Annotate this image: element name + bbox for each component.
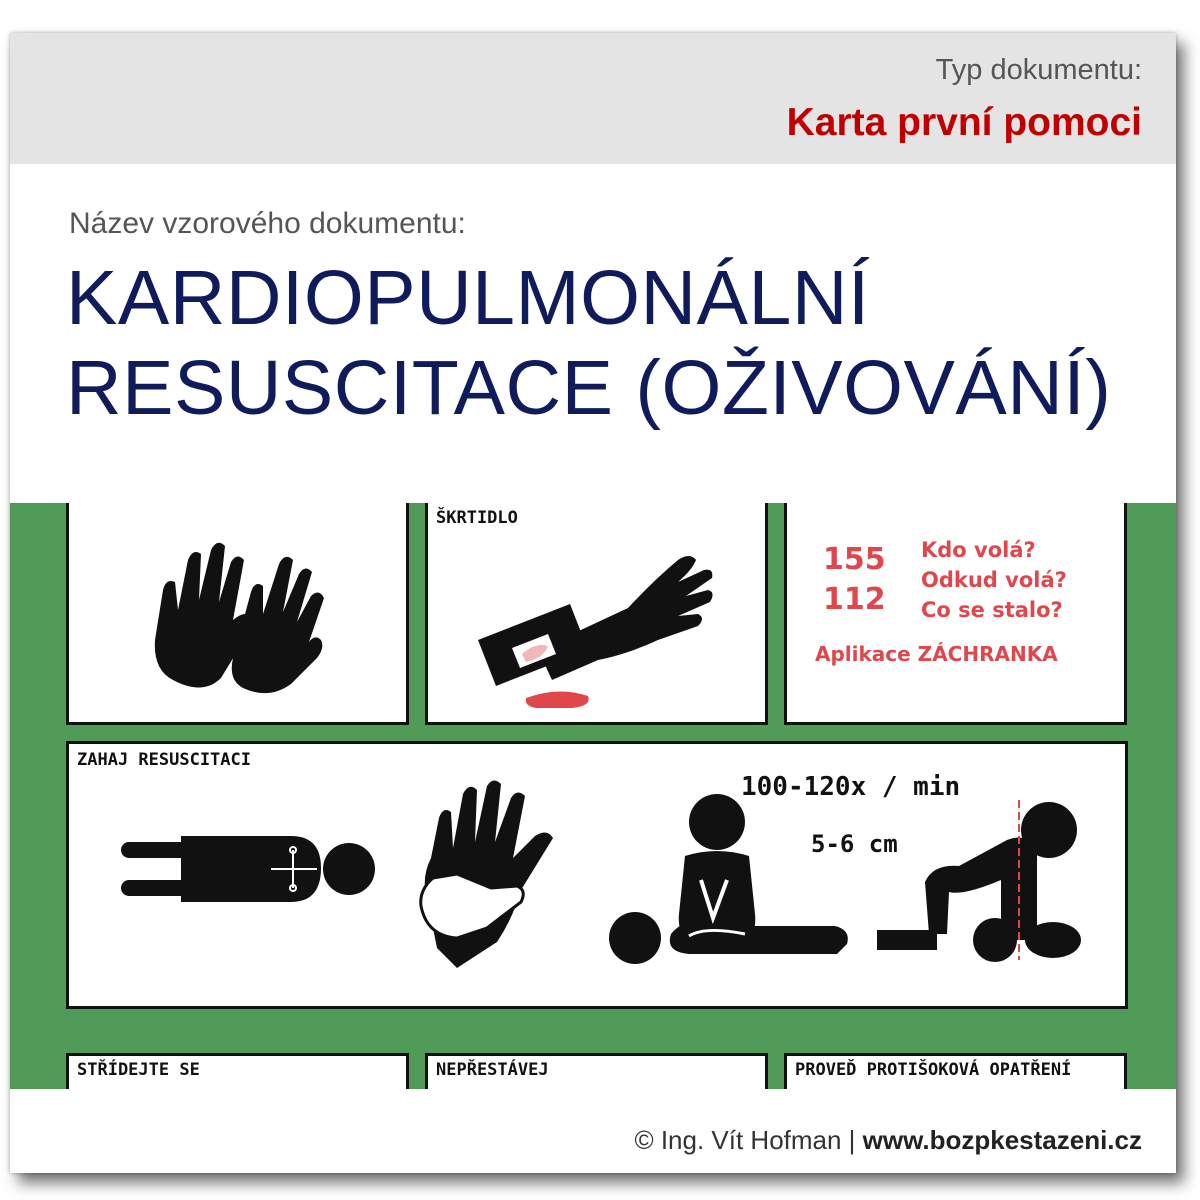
panel-antishock bbox=[784, 1053, 1127, 1089]
rate-text: 100-120x / min bbox=[741, 772, 961, 802]
panel-emergency-call bbox=[784, 503, 1127, 725]
panel-tourniquet bbox=[425, 503, 768, 725]
number-112: 112 bbox=[823, 582, 886, 617]
panel-label-cpr: ZAHAJ RESUSCITACI bbox=[77, 750, 251, 770]
panel-label-tourniquet: ŠKRTIDLO bbox=[436, 508, 518, 528]
panel-alternate bbox=[66, 1053, 409, 1089]
first-aid-poster bbox=[10, 503, 1176, 1089]
question-what: Co se stalo? bbox=[921, 598, 1063, 622]
header-band bbox=[10, 33, 1176, 164]
panel-label-dont-stop: NEPŘESTÁVEJ bbox=[436, 1060, 549, 1080]
panel-cpr bbox=[66, 741, 1128, 1009]
number-155: 155 bbox=[823, 542, 886, 577]
hand-placement-icon bbox=[417, 778, 567, 978]
footer-website-link[interactable]: www.bozpkestazeni.cz bbox=[862, 1125, 1142, 1155]
panel-label-alternate: STŘÍDEJTE SE bbox=[77, 1060, 200, 1080]
panel-dont-stop bbox=[425, 1053, 768, 1089]
doc-type-value: Karta první pomoci bbox=[786, 101, 1142, 144]
depth-text: 5-6 cm bbox=[811, 830, 898, 858]
doc-name-label: Název vzorového dokumentu: bbox=[69, 207, 466, 240]
doc-type-label: Typ dokumentu: bbox=[935, 54, 1142, 86]
app-text: Aplikace ZÁCHRANKA bbox=[815, 642, 1058, 666]
document-card bbox=[10, 33, 1176, 1173]
arm-tourniquet-icon bbox=[478, 530, 718, 710]
panel-label-antishock: PROVEĎ PROTIŠOKOVÁ OPATŘENÍ bbox=[795, 1060, 1072, 1080]
document-title bbox=[66, 253, 1111, 433]
gloves-icon bbox=[133, 530, 333, 700]
title-line-1: KARDIOPULMONÁLNÍ bbox=[66, 255, 870, 341]
title-line-2: RESUSCITACE (OŽIVOVÁNÍ) bbox=[66, 345, 1112, 431]
rescuer-side-view-icon bbox=[877, 800, 1087, 970]
question-where: Odkud volá? bbox=[921, 568, 1067, 592]
panel-gloves bbox=[66, 503, 409, 725]
question-who: Kdo volá? bbox=[921, 538, 1036, 562]
rescuer-compressing-icon bbox=[605, 794, 855, 984]
lying-person-icon bbox=[121, 828, 381, 918]
footer-author: © Ing. Vít Hofman | bbox=[634, 1125, 856, 1155]
footer-credit bbox=[634, 1125, 1142, 1156]
